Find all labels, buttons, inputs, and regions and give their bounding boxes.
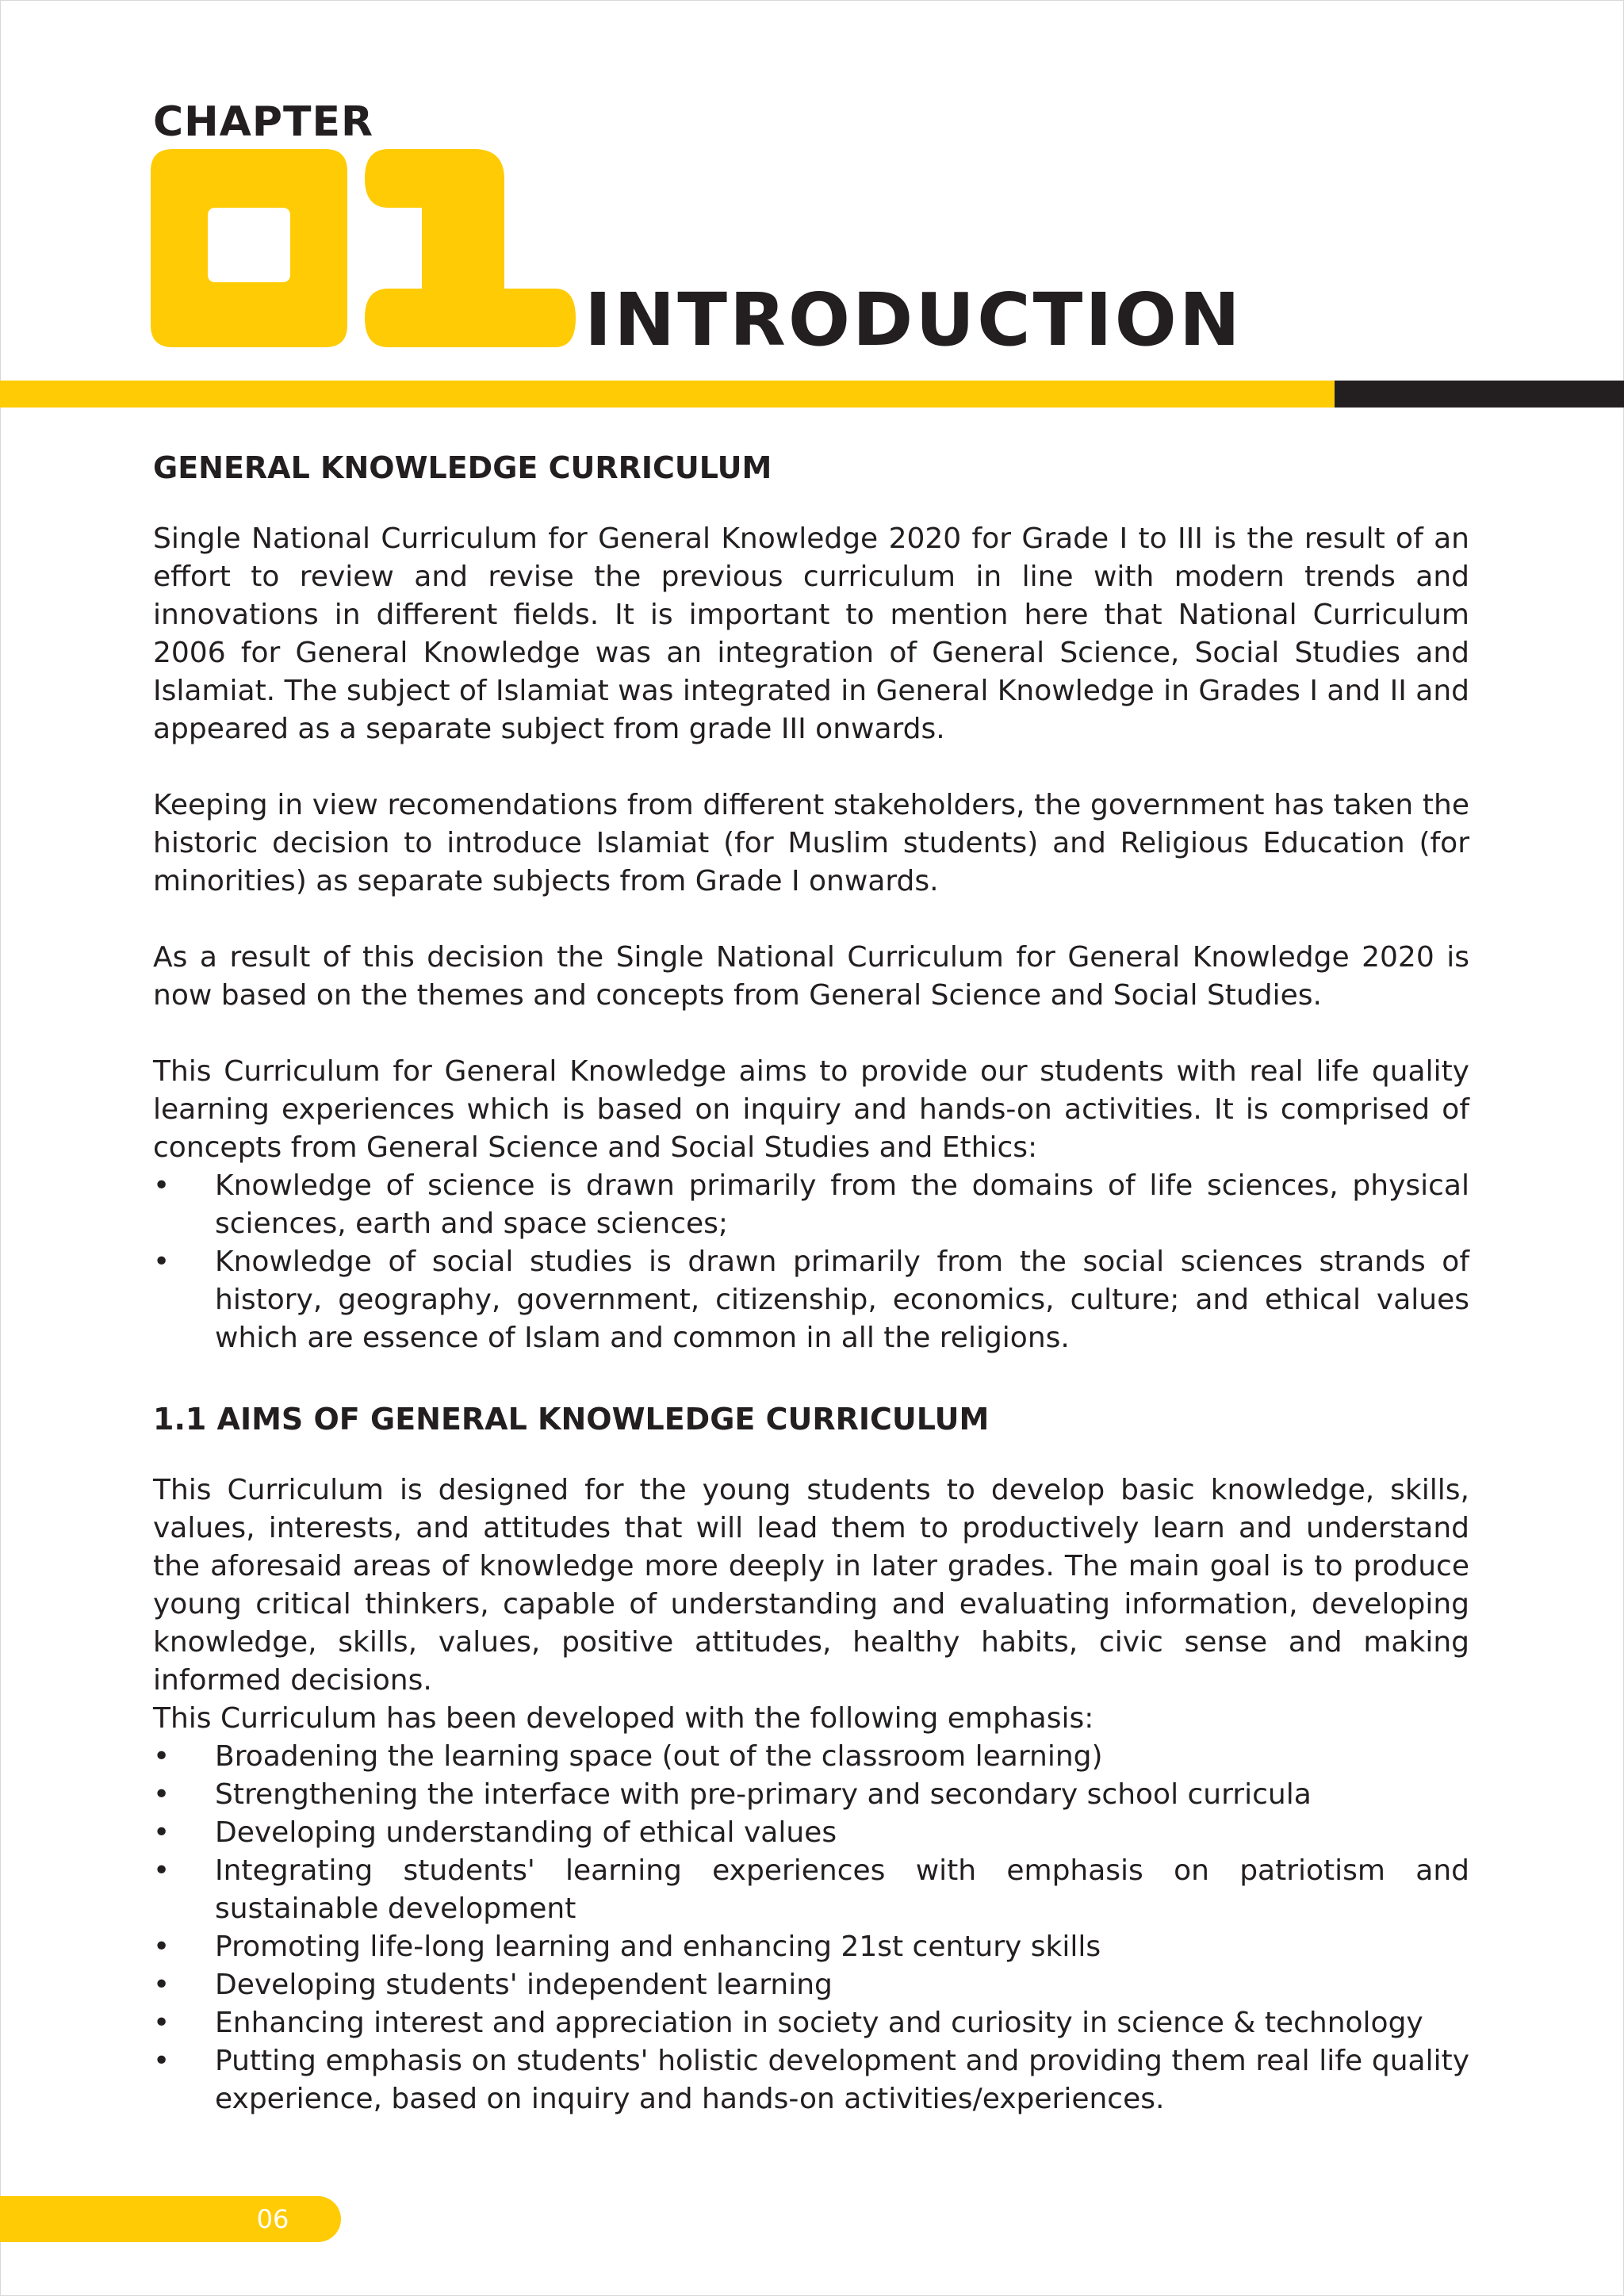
bullet-icon: •: [153, 2007, 170, 2039]
paragraph: Single National Curriculum for General Knowledge 2020 for Grade I to III is the result of an effort to review and revise the previous curriculum in line with modern trends and innovations in different fields. It is important to mention here that National Curriculum 2006 for General Knowledge was an integration of General Science, Social Studies and Islamiat. The subject of Islamiat was integrated in General Knowledge in Grades I and II and appeared as a separate subject from grade III onwards.: [153, 522, 1469, 745]
paragraph: As a result of this decision the Single National Curriculum for General Knowledge 2020 is now based on the themes and concepts from General Science and Social Studies.: [153, 941, 1469, 1012]
section-heading-general-knowledge: GENERAL KNOWLEDGE CURRICULUM: [153, 450, 772, 485]
list-item: • Enhancing interest and appreciation in society and curiosity in science & technology: [153, 2004, 1469, 2042]
paragraph: This Curriculum has been developed with the following emphasis:: [153, 1702, 1094, 1735]
header-bar-dark: [1335, 381, 1624, 408]
chapter-number-digit-zero: [151, 149, 347, 347]
list-item: • Integrating students' learning experiences with emphasis on patriotism and sustainable development: [153, 1852, 1469, 1928]
bullet-icon: •: [153, 1969, 170, 2001]
list-item: • Putting emphasis on students' holistic development and providing them real life quality experience, based on inquiry and hands-on activities/experiences.: [153, 2042, 1469, 2118]
header-bar-accent: [0, 381, 1335, 408]
list-item: • Broadening the learning space (out of the classroom learning): [153, 1738, 1469, 1776]
chapter-number-digit-one: [365, 149, 576, 347]
bullet-icon: •: [153, 1246, 170, 1278]
chapter-label: CHAPTER: [153, 98, 374, 146]
list-item: • Developing understanding of ethical values: [153, 1814, 1469, 1852]
bullet-icon: •: [153, 1740, 170, 1773]
bullet-icon: •: [153, 1931, 170, 1963]
paragraph: This Curriculum is designed for the young students to develop basic knowledge, skills, values, interests, and attitudes that will lead them to productively learn and understand the aforesaid areas of knowledge more deeply in later grades. The main goal is to produce young critical thinkers, capable of understanding and evaluating information, developing knowledge, skills, values, positive attitudes, healthy habits, civic sense and making informed decisions.: [153, 1474, 1469, 1697]
bullet-icon: •: [153, 2045, 170, 2077]
paragraph: This Curriculum for General Knowledge aims to provide our students with real life quality learning experiences which is based on inquiry and hands-on activities. It is comprised of concepts from General Science and Social Studies and Ethics:: [153, 1055, 1469, 1164]
bullet-icon: •: [153, 1778, 170, 1811]
main-content: [153, 444, 1469, 2118]
list-item: • Developing students' independent learning: [153, 1966, 1469, 2004]
page-number: 06: [256, 2204, 289, 2234]
list-item: • Knowledge of social studies is drawn primarily from the social sciences strands of history, geography, government, citizenship, economics, culture; and ethical values which are essence of Islam and common in all the religions.: [153, 1243, 1469, 1357]
list-item: • Promoting life-long learning and enhancing 21st century skills: [153, 1928, 1469, 1966]
chapter-title: INTRODUCTION: [584, 277, 1243, 362]
list-item: • Knowledge of science is drawn primarily from the domains of life sciences, physical sciences, earth and space sciences;: [153, 1167, 1469, 1243]
paragraph: Keeping in view recomendations from different stakeholders, the government has taken the historic decision to introduce Islamiat (for Muslim students) and Religious Education (for minorities) as separate subjects from Grade I onwards.: [153, 789, 1469, 897]
chapter-number-graphic: [151, 149, 579, 355]
list-item: • Strengthening the interface with pre-primary and secondary school curricula: [153, 1776, 1469, 1814]
section-heading-aims: 1.1 AIMS OF GENERAL KNOWLEDGE CURRICULUM: [153, 1402, 990, 1437]
bullet-icon: •: [153, 1854, 170, 1887]
bullet-icon: •: [153, 1816, 170, 1849]
bullet-list-emphasis: [153, 1738, 1469, 2118]
bullet-list-knowledge-domains: [153, 1167, 1469, 1357]
bullet-icon: •: [153, 1169, 170, 1202]
